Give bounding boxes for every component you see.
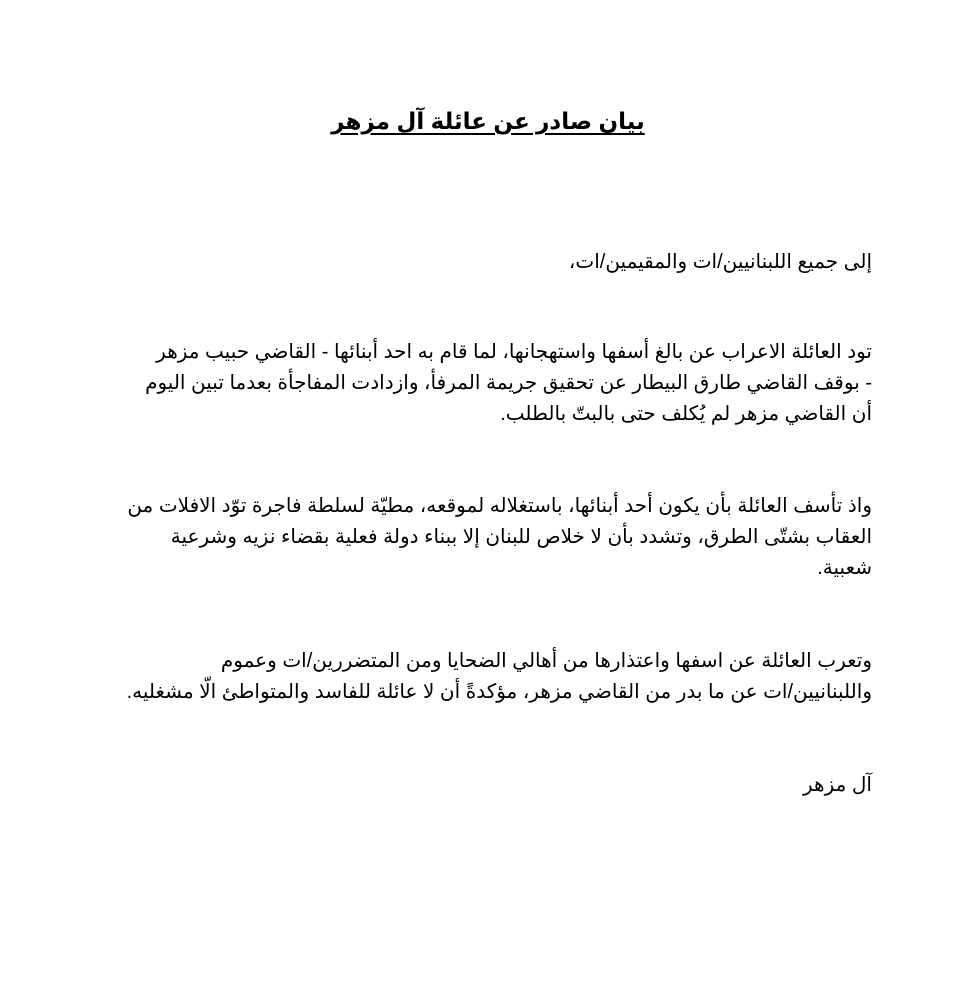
paragraph-line: واللبنانيين/ات عن ما بدر من القاضي مزهر، مؤكدةً أن لا عائلة للفاسد والمتواطئ الّا مشغليه. <box>126 681 872 703</box>
signature: آل مزهر <box>803 774 872 796</box>
paragraph-3 <box>112 646 872 708</box>
paragraph-line: وتعرب العائلة عن اسفها واعتذارها من أهالي الضحايا ومن المتضررين/ات وعموم <box>220 650 872 672</box>
paragraph-1 <box>112 337 872 430</box>
statement-title: بيان صادر عن عائلة آل مزهر <box>331 108 645 134</box>
paragraph-line: العقاب بشتّى الطرق، وتشدد بأن لا خلاص للبنان إلا ببناء دولة فعلية بقضاء نزيه وشرعية <box>170 526 872 548</box>
paragraph-line: واذ تأسف العائلة بأن يكون أحد أبنائها، باستغلاله لموقعه، مطيّة لسلطة فاجرة توّد الافلات من <box>127 495 872 517</box>
paragraph-line: أن القاضي مزهر لم يُكلف حتى بالبتّ بالطلب. <box>500 403 872 425</box>
greeting-line: إلى جميع اللبنانيين/ات والمقيمين/ات، <box>568 251 872 273</box>
paragraph-line: شعبية. <box>817 557 872 579</box>
paragraph-2 <box>112 491 872 584</box>
paragraph-line: تود العائلة الاعراب عن بالغ أسفها واستهجانها، لما قام به احد أبنائها - القاضي حبيب مزهر <box>156 341 872 363</box>
paragraph-line: - بوقف القاضي طارق البيطار عن تحقيق جريمة المرفأ، وازدادت المفاجأة بعدما تبين اليوم <box>145 372 872 394</box>
